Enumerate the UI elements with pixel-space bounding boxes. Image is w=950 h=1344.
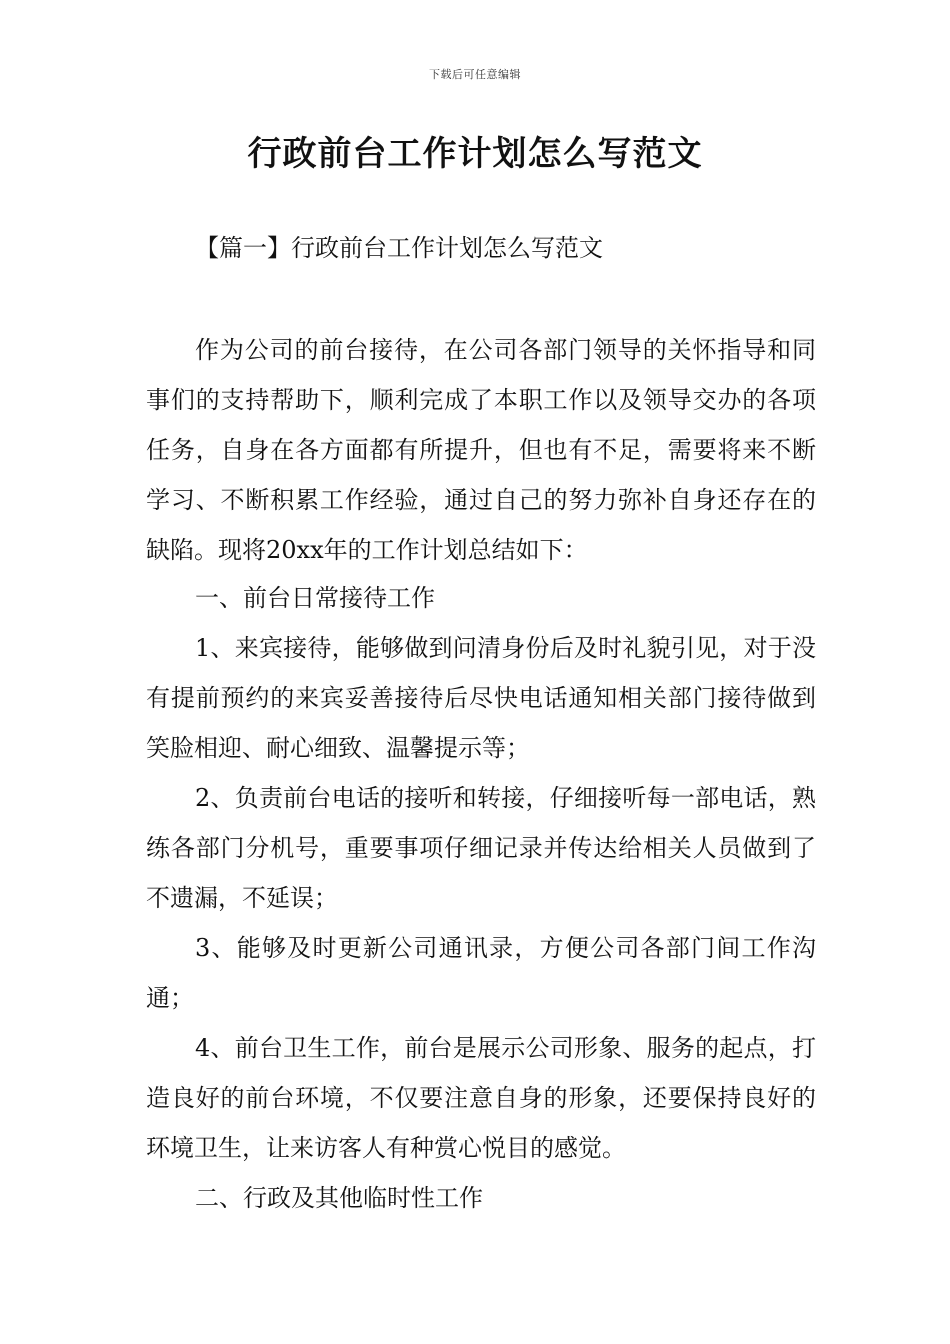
heading-reception: 一、前台日常接待工作 [195,584,435,612]
header-note: 下载后可任意编辑 [429,68,521,81]
paragraph-item-1: 1、来宾接待，能够做到问清身份后及时礼貌引见，对于没有提前预约的来宾妥善接待后尽快电话通知相关部门接待做到笑脸相迎、耐心细致、温馨提示等； [146,634,816,762]
body-block [146,573,816,1223]
document-title: 行政前台工作计划怎么写范文 [247,134,703,174]
paragraph-item-3: 3、能够及时更新公司通讯录，方便公司各部门间工作沟通； [146,934,816,1012]
heading-admin: 二、行政及其他临时性工作 [195,1184,483,1212]
paragraph-item-2: 2、负责前台电话的接听和转接，仔细接听每一部电话，熟练各部门分机号，重要事项仔细记录并传达给相关人员做到了不遗漏，不延误； [146,784,816,912]
section-title: 【篇一】行政前台工作计划怎么写范文 [195,234,603,262]
intro-block [146,325,816,575]
paragraph-item-4: 4、前台卫生工作，前台是展示公司形象、服务的起点，打造良好的前台环境，不仅要注意自身的形象，还要保持良好的环境卫生，让来访客人有种赏心悦目的感觉。 [146,1034,816,1162]
paragraph-intro: 作为公司的前台接待，在公司各部门领导的关怀指导和同事们的支持帮助下，顺利完成了本职工作以及领导交办的各项任务，自身在各方面都有所提升，但也有不足，需要将来不断学习、不断积累工作经验，通过自己的努力弥补自身还存在的缺陷。现将20xx年的工作计划总结如下： [146,336,816,564]
